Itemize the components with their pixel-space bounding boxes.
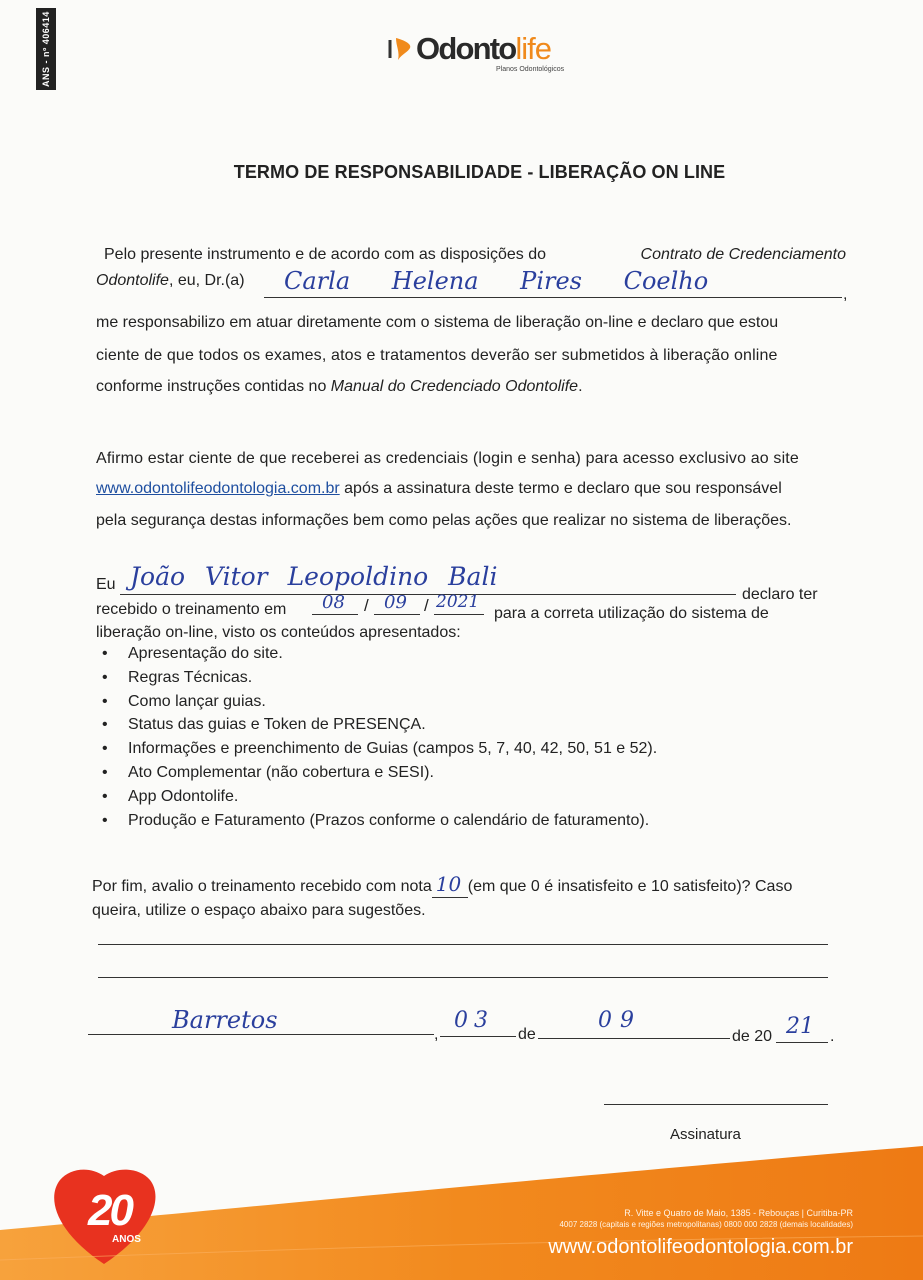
ans-registration-tag: ANS - nº 406414: [36, 8, 56, 90]
suggestions-line-2[interactable]: [98, 977, 828, 978]
suggestions-line-1[interactable]: [98, 944, 828, 945]
list-item: • Como lançar guias.: [96, 690, 657, 714]
sign-year: 21: [786, 1014, 814, 1039]
signature-label: Assinatura: [670, 1126, 741, 1143]
odontolife-logo: [386, 30, 551, 70]
training-date-field[interactable]: 08 / 09 / 2021: [308, 596, 486, 618]
para2-line2: www.odontolifeodontologia.com.br após a assinatura deste termo e declaro que sou responsável: [96, 480, 782, 497]
city-handwritten: Barretos: [172, 1006, 278, 1034]
para3-eu: Eu: [96, 576, 116, 593]
para2-line1: Afirmo estar ciente de que receberei as credenciais (login e senha) para acesso exclusivo ao site: [96, 450, 799, 467]
logo-wordmark: Odontolife: [416, 31, 552, 66]
list-item: • Ato Complementar (não cobertura e SESI).: [96, 761, 657, 785]
list-item: • Apresentação do site.: [96, 642, 657, 666]
rating-line2: queira, utilize o espaço abaixo para sugestões.: [92, 902, 426, 919]
sign-month: 09: [598, 1008, 642, 1033]
sign-day-field[interactable]: [440, 1008, 516, 1037]
list-item: • Status das guias e Token de PRESENÇA.: [96, 713, 657, 737]
place-comma: ,: [434, 1026, 439, 1043]
list-item: • Produção e Faturamento (Prazos conforme o calendário de faturamento).: [96, 809, 657, 833]
city-field[interactable]: [88, 1006, 434, 1035]
para3-line3: liberação on-line, visto os conteúdos apresentados:: [96, 624, 461, 641]
training-month: 09: [384, 592, 407, 613]
para1-line4: ciente de que todos os exames, atos e tratamentos deverão ser submetidos à liberação online: [96, 347, 778, 364]
sign-day: 03: [454, 1008, 494, 1033]
para1-line2-comma: ,: [843, 286, 848, 303]
place-period: .: [830, 1028, 835, 1045]
anniversary-badge-number: 20: [88, 1186, 131, 1235]
rating-score-field[interactable]: [432, 872, 468, 898]
footer-address: R. Vitte e Quatro de Maio, 1385 - Rebouças | Curitiba-PR: [624, 1208, 853, 1218]
para2-line3: pela segurança destas informações bem como pelas ações que realizar no sistema de liberações.: [96, 512, 792, 529]
document-title: TERMO DE RESPONSABILIDADE - LIBERAÇÃO ON LINE: [233, 162, 726, 182]
footer-phones: 4007 2828 (capitais e regiões metropolitanas) 0800 000 2828 (demais localidades): [559, 1220, 853, 1229]
list-item: • App Odontolife.: [96, 785, 657, 809]
para1-line1: Pelo presente instrumento e de acordo com as disposições do Contrato de Credenciamento: [104, 246, 846, 263]
logo-tooth-icon: [386, 34, 416, 64]
place-de-1: de: [518, 1026, 536, 1043]
para3-received: recebido o treinamento em: [96, 601, 287, 618]
logo-tagline: Planos Odontológicos: [496, 66, 565, 73]
para3-declaro: declaro ter: [742, 586, 818, 603]
para3-purpose: para a correta utilização do sistema de: [494, 605, 769, 622]
trainee-name-handwritten: João Vitor Leopoldino Bali: [130, 562, 498, 591]
list-item: • Informações e preenchimento de Guias (campos 5, 7, 40, 42, 50, 51 e 52).: [96, 737, 657, 761]
dentist-name-field[interactable]: [264, 267, 842, 298]
para1-line2: Odontolife, eu, Dr.(a): [96, 272, 245, 289]
sign-year-field[interactable]: [776, 1014, 828, 1043]
training-topics-list: [96, 642, 657, 832]
signature-line[interactable]: [604, 1104, 828, 1105]
footer-website[interactable]: www.odontolifeodontologia.com.br: [548, 1236, 853, 1258]
training-day: 08: [322, 592, 345, 613]
place-de-2: de 20: [732, 1028, 773, 1045]
sign-month-field[interactable]: [538, 1008, 730, 1039]
anniversary-badge-text: ANOS: [112, 1234, 141, 1245]
rating-line1: Por fim, avalio o treinamento recebido com nota 10 (em que 0 é insatisfeito e 10 satisfeito)? Caso: [92, 872, 793, 896]
website-link[interactable]: www.odontolifeodontologia.com.br: [96, 480, 340, 497]
trainee-name-field[interactable]: [120, 562, 736, 595]
dentist-name-handwritten: Carla Helena Pires Coelho: [284, 267, 709, 295]
para1-line5: conforme instruções contidas no Manual do Credenciado Odontolife.: [96, 378, 583, 395]
training-year: 2021: [436, 592, 480, 612]
rating-score: 10: [435, 872, 462, 896]
list-item: • Regras Técnicas.: [96, 666, 657, 690]
para1-line3: me responsabilizo em atuar diretamente com o sistema de liberação on-line e declaro que estou: [96, 314, 779, 331]
